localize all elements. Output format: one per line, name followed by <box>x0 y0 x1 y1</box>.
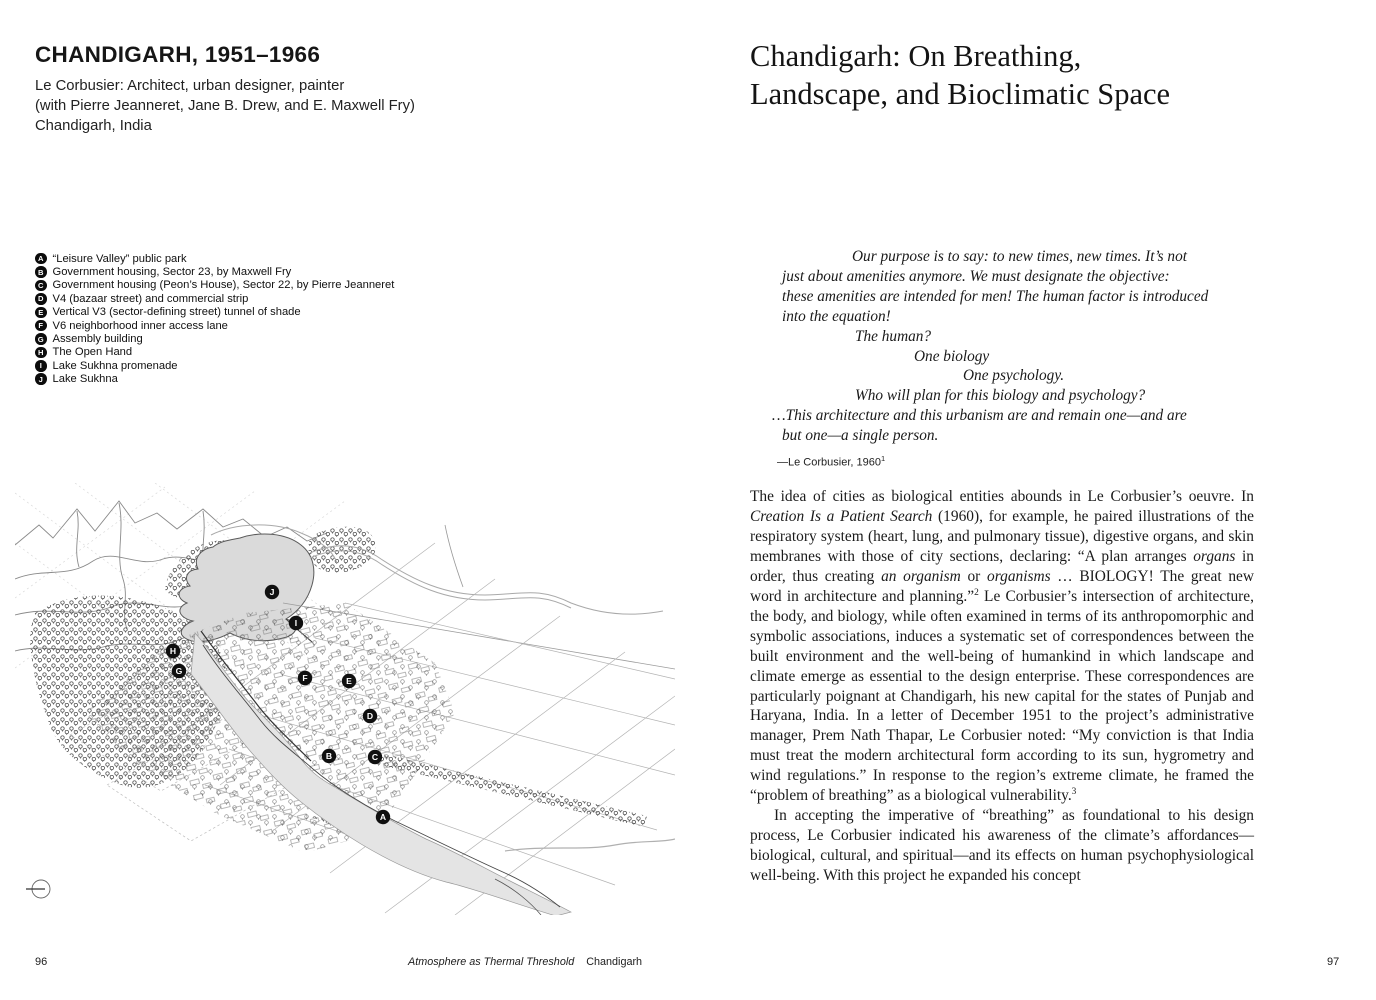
legend-label: Assembly building <box>52 333 143 346</box>
page-number-right: 97 <box>1327 956 1340 968</box>
map-marker-letter: G <box>175 666 183 676</box>
epigraph-line: into the equation! <box>782 307 891 325</box>
legend-label: The Open Hand <box>52 346 133 359</box>
legend-key-icon: C <box>35 280 47 292</box>
map-marker-letter: D <box>366 711 374 721</box>
legend-item <box>35 319 394 332</box>
subtitle-line: (with Pierre Jeanneret, Jane B. Drew, and E. Maxwell Fry) <box>35 98 415 114</box>
epigraph-line: Who will plan for this biology and psychology? <box>855 387 1146 405</box>
map-marker-letter: J <box>269 587 275 597</box>
legend-key-icon: J <box>35 373 47 385</box>
running-footer <box>408 956 642 968</box>
epigraph-attribution <box>777 449 1268 474</box>
epigraph-line: The human? <box>855 327 932 345</box>
legend-label: V6 neighborhood inner access lane <box>52 319 228 332</box>
legend-item <box>35 359 394 372</box>
legend-item <box>35 373 394 386</box>
epigraph-line: these amenities are intended for men! The human factor is introduced <box>782 287 1209 305</box>
chapter-title-line: Landscape, and Bioclimatic Space <box>750 76 1171 111</box>
legend-key-icon: I <box>35 360 47 372</box>
chapter-title <box>750 38 1170 113</box>
epigraph-line: One psychology. <box>963 367 1065 385</box>
map-marker-letter: C <box>371 752 379 762</box>
legend-item <box>35 292 394 305</box>
legend-key-icon: D <box>35 293 47 305</box>
legend-key-icon: A <box>35 253 47 265</box>
map-legend <box>35 252 394 386</box>
body-text <box>750 487 1254 886</box>
legend-key-icon: F <box>35 320 47 332</box>
legend-item <box>35 279 394 292</box>
chapter-title-line: Chandigarh: On Breathing, <box>750 39 1082 73</box>
map-marker-letter: A <box>379 812 387 822</box>
left-page-title: CHANDIGARH, 1951–1966 <box>35 42 321 67</box>
body-paragraph: The idea of cities as biological entities abounds in Le Corbusier’s oeuvre. In Creation Is a Patient Search (1960), for example, he paired illustrations of the respiratory system (heart, lung, and pulmonary tissue), digestive organs, and skin membranes with those of city sections, declaring: “A plan arranges organs in order, thus creating an organism or organisms … BIOLOGY! The great new word in architecture and planning.”$^2$ Le Corbusier’s intersection of architecture, the body, and biology, while often examined in terms of its anthropomorphic and symbolic associations, induces a systematic set of correspondences between the built environment and the well-being of humankind in which landscape and climate emerge as essential to the design enterprise. These correspondences are particularly poignant at Chandigarh, his new capital for the states of Punjab and Haryana, India. In a letter of December 1951 to the project’s administrative manager, Prem Nath Thapar, Le Corbusier noted: “My conviction is that India must treat the modern architectural form according to its sun, hygrometry and wind regulations.” In response to the region’s extreme climate, he framed the “problem of breathing” as a biological vulnerability.$^3$ <box>750 488 1254 805</box>
map-marker-letter: H <box>169 646 177 656</box>
map-marker-letter: F <box>302 673 308 683</box>
legend-key-icon: G <box>35 333 47 345</box>
north-indicator-icon <box>26 880 50 898</box>
attribution-footnote-number: 1 <box>880 454 886 464</box>
epigraph-line: One biology <box>914 347 990 365</box>
legend-item <box>35 346 394 359</box>
legend-item <box>35 265 394 278</box>
subtitle-line: Le Corbusier: Architect, urban designer, painter <box>35 78 345 94</box>
subtitle-line: Chandigarh, India <box>35 118 152 134</box>
legend-item <box>35 252 394 265</box>
epigraph <box>772 247 1268 474</box>
legend-label: “Leisure Valley” public park <box>52 252 187 265</box>
chandigarh-axonometric-map <box>15 483 675 915</box>
page-number-left: 96 <box>35 956 48 968</box>
legend-item <box>35 306 394 319</box>
epigraph-line: …This architecture and this urbanism are and remain one—and are <box>772 407 1187 425</box>
map-marker-letter: B <box>325 751 333 761</box>
epigraph-line: just about amenities anymore. We must designate the objective: <box>782 267 1170 285</box>
epigraph-line: but one—a single person. <box>782 427 939 445</box>
legend-label: Vertical V3 (sector-defining street) tunnel of shade <box>52 306 301 319</box>
legend-label: Government housing (Peon’s House), Sector 22, by Pierre Jeanneret <box>52 279 395 292</box>
legend-label: Lake Sukhna <box>52 373 118 386</box>
attribution-text: —Le Corbusier, 1960 <box>777 456 881 469</box>
legend-label: Lake Sukhna promenade <box>52 359 178 372</box>
running-title: Atmosphere as Thermal Threshold <box>408 956 575 968</box>
epigraph-line: Our purpose is to say: to new times, new times. It’s not <box>852 248 1187 265</box>
body-paragraph: In accepting the imperative of “breathing” as foundational to his design process, Le Corbusier indicated his awareness of the climate’s affordances—biological, cultural, and spiritual—and its effects on human psychophysiological well-being. With this project he expanded his concept <box>750 807 1254 885</box>
legend-key-icon: E <box>35 307 47 319</box>
legend-item <box>35 332 394 345</box>
left-page-subtitle <box>35 76 415 136</box>
legend-label: V4 (bazaar street) and commercial strip <box>52 292 249 305</box>
running-chapter: Chandigarh <box>586 956 643 968</box>
map-marker-letter: E <box>346 676 352 686</box>
map-marker-letter: I <box>294 618 298 628</box>
legend-key-icon: B <box>35 266 47 278</box>
legend-key-icon: H <box>35 347 47 359</box>
legend-label: Government housing, Sector 23, by Maxwell Fry <box>52 266 292 279</box>
